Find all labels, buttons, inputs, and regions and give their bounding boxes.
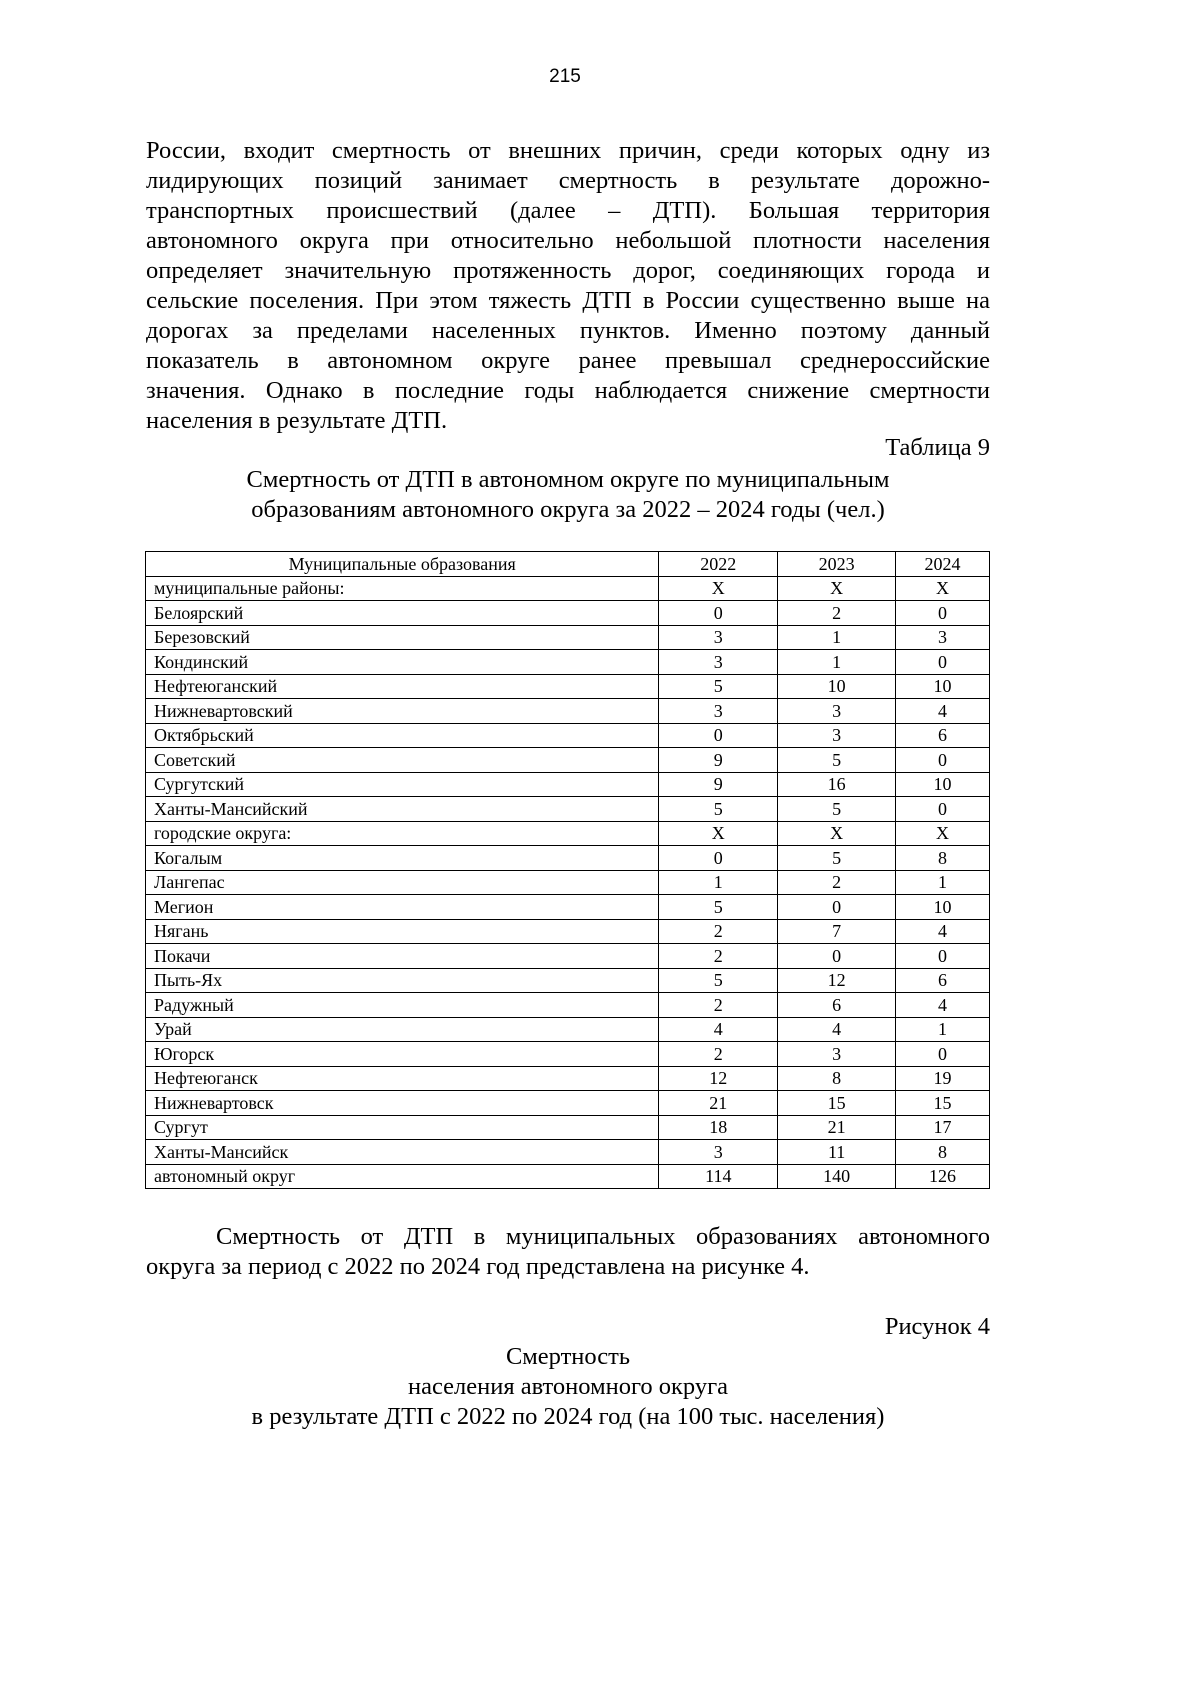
table-row	[146, 674, 990, 699]
value-cell-2022: 1	[659, 870, 778, 895]
text-line: транспортных происшествий (далее – ДТП). Большая территория	[146, 197, 990, 224]
municipality-cell: Сургутский	[146, 772, 659, 797]
municipality-cell: автономный округ	[146, 1164, 659, 1189]
text-line: дорогах за пределами населенных пунктов. Именно поэтому данный	[146, 317, 990, 344]
value-cell-2022: 0	[659, 601, 778, 626]
municipality-cell: Когалым	[146, 846, 659, 871]
municipality-cell: Пыть-Ях	[146, 968, 659, 993]
municipality-cell: Советский	[146, 748, 659, 773]
value-cell-2023: 21	[778, 1115, 896, 1140]
value-cell-2024: Х	[896, 576, 990, 601]
text-line: России, входит смертность от внешних причин, среди которых одну из	[146, 137, 990, 164]
value-cell-2024: 17	[896, 1115, 990, 1140]
municipality-cell: городские округа:	[146, 821, 659, 846]
table-row	[146, 1115, 990, 1140]
value-cell-2022: 0	[659, 846, 778, 871]
municipality-cell: Радужный	[146, 993, 659, 1018]
value-cell-2023: 2	[778, 601, 896, 626]
value-cell-2023: 15	[778, 1091, 896, 1116]
value-cell-2022: 9	[659, 772, 778, 797]
value-cell-2023: 16	[778, 772, 896, 797]
value-cell-2024: 3	[896, 625, 990, 650]
table-row	[146, 1091, 990, 1116]
table-row	[146, 1017, 990, 1042]
page-number: 215	[549, 66, 581, 87]
value-cell-2024: 15	[896, 1091, 990, 1116]
figure-title-line: в результате ДТП с 2022 по 2024 год (на 100 тыс. населения)	[251, 1403, 885, 1430]
value-cell-2023: 1	[778, 625, 896, 650]
value-cell-2024: 0	[896, 944, 990, 969]
value-cell-2024: 6	[896, 968, 990, 993]
table-row	[146, 723, 990, 748]
municipality-cell: Мегион	[146, 895, 659, 920]
table-row	[146, 1042, 990, 1067]
value-cell-2022: 5	[659, 895, 778, 920]
value-cell-2023: 10	[778, 674, 896, 699]
table-row	[146, 870, 990, 895]
value-cell-2024: 4	[896, 993, 990, 1018]
value-cell-2022: 3	[659, 650, 778, 675]
mortality-table	[145, 551, 990, 1189]
text-line: сельские поселения. При этом тяжесть ДТП в России существенно выше на	[146, 287, 990, 314]
value-cell-2022: 0	[659, 723, 778, 748]
value-cell-2023: 3	[778, 699, 896, 724]
text-line: определяет значительную протяженность дорог, соединяющих города и	[146, 257, 990, 284]
table-row	[146, 968, 990, 993]
municipality-cell: Урай	[146, 1017, 659, 1042]
table-title-line: Смертность от ДТП в автономном округе по муниципальным	[246, 466, 890, 493]
value-cell-2024: 4	[896, 919, 990, 944]
text-line: значения. Однако в последние годы наблюдается снижение смертности	[146, 377, 990, 404]
table-header-row	[146, 552, 990, 577]
value-cell-2024: 19	[896, 1066, 990, 1091]
table-row	[146, 772, 990, 797]
municipality-cell: Нягань	[146, 919, 659, 944]
table-row	[146, 576, 990, 601]
municipality-cell: Покачи	[146, 944, 659, 969]
table-row	[146, 944, 990, 969]
table-row	[146, 919, 990, 944]
figure-title-line: населения автономного округа	[407, 1373, 729, 1400]
table-title-line: образованиям автономного округа за 2022 – 2024 годы (чел.)	[251, 496, 885, 523]
text-line: лидирующих позиций занимает смертность в результате дорожно-	[146, 167, 990, 194]
value-cell-2023: 5	[778, 748, 896, 773]
table-row	[146, 650, 990, 675]
municipality-cell: Березовский	[146, 625, 659, 650]
value-cell-2023: 0	[778, 895, 896, 920]
value-cell-2022: Х	[659, 821, 778, 846]
value-cell-2022: 3	[659, 1140, 778, 1165]
table-row	[146, 1164, 990, 1189]
figure-title	[146, 1342, 990, 1432]
value-cell-2023: 3	[778, 723, 896, 748]
value-cell-2024: 6	[896, 723, 990, 748]
value-cell-2022: 2	[659, 944, 778, 969]
value-cell-2024: 0	[896, 650, 990, 675]
value-cell-2024: 10	[896, 895, 990, 920]
value-cell-2024: 0	[896, 748, 990, 773]
value-cell-2023: 7	[778, 919, 896, 944]
text-line: Смертность от ДТП в муниципальных образованиях автономного	[216, 1223, 990, 1250]
value-cell-2023: 5	[778, 846, 896, 871]
value-cell-2022: 5	[659, 797, 778, 822]
value-cell-2023: 4	[778, 1017, 896, 1042]
table-row	[146, 625, 990, 650]
value-cell-2022: 2	[659, 919, 778, 944]
table-row	[146, 895, 990, 920]
value-cell-2022: 5	[659, 968, 778, 993]
value-cell-2022: 21	[659, 1091, 778, 1116]
value-cell-2023: 5	[778, 797, 896, 822]
figure-label: Рисунок 4	[884, 1313, 990, 1340]
figure-reference-paragraph	[146, 1222, 990, 1282]
value-cell-2022: 114	[659, 1164, 778, 1189]
table-title	[146, 465, 990, 525]
value-cell-2022: 3	[659, 699, 778, 724]
value-cell-2024: 8	[896, 846, 990, 871]
value-cell-2023: 6	[778, 993, 896, 1018]
value-cell-2022: 9	[659, 748, 778, 773]
text-line: округа за период с 2022 по 2024 год представлена на рисунке 4.	[146, 1253, 810, 1280]
header-2024: 2024	[896, 552, 990, 577]
value-cell-2022: 4	[659, 1017, 778, 1042]
value-cell-2023: 140	[778, 1164, 896, 1189]
municipality-cell: Югорск	[146, 1042, 659, 1067]
value-cell-2024: 0	[896, 601, 990, 626]
header-2022: 2022	[659, 552, 778, 577]
municipality-cell: Ханты-Мансийск	[146, 1140, 659, 1165]
header-municipality: Муниципальные образования	[146, 552, 659, 577]
value-cell-2024: 1	[896, 1017, 990, 1042]
value-cell-2023: 8	[778, 1066, 896, 1091]
municipality-cell: Октябрьский	[146, 723, 659, 748]
table-row	[146, 1140, 990, 1165]
value-cell-2024: 10	[896, 674, 990, 699]
value-cell-2024: 10	[896, 772, 990, 797]
value-cell-2023: 0	[778, 944, 896, 969]
value-cell-2023: Х	[778, 821, 896, 846]
value-cell-2023: 3	[778, 1042, 896, 1067]
table-row	[146, 993, 990, 1018]
value-cell-2023: 12	[778, 968, 896, 993]
header-2023: 2023	[778, 552, 896, 577]
value-cell-2022: Х	[659, 576, 778, 601]
value-cell-2023: Х	[778, 576, 896, 601]
intro-paragraph	[146, 136, 990, 436]
value-cell-2022: 2	[659, 993, 778, 1018]
value-cell-2024: Х	[896, 821, 990, 846]
value-cell-2024: 4	[896, 699, 990, 724]
value-cell-2022: 18	[659, 1115, 778, 1140]
text-line: населения в результате ДТП.	[146, 407, 448, 434]
municipality-cell: Белоярский	[146, 601, 659, 626]
table-label: Таблица 9	[885, 434, 990, 461]
value-cell-2024: 8	[896, 1140, 990, 1165]
value-cell-2024: 1	[896, 870, 990, 895]
municipality-cell: Нефтеюганск	[146, 1066, 659, 1091]
text-line: автономного округа при относительно небольшой плотности населения	[146, 227, 990, 254]
table-row	[146, 846, 990, 871]
value-cell-2023: 1	[778, 650, 896, 675]
table-row	[146, 699, 990, 724]
value-cell-2023: 2	[778, 870, 896, 895]
text-line: показатель в автономном округе ранее превышал среднероссийские	[146, 347, 990, 374]
value-cell-2023: 11	[778, 1140, 896, 1165]
table-row	[146, 797, 990, 822]
value-cell-2022: 12	[659, 1066, 778, 1091]
figure-title-line: Смертность	[505, 1343, 631, 1370]
municipality-cell: Кондинский	[146, 650, 659, 675]
value-cell-2022: 3	[659, 625, 778, 650]
table-row	[146, 1066, 990, 1091]
value-cell-2024: 126	[896, 1164, 990, 1189]
municipality-cell: Сургут	[146, 1115, 659, 1140]
municipality-cell: Ханты-Мансийский	[146, 797, 659, 822]
municipality-cell: Нижневартовск	[146, 1091, 659, 1116]
municipality-cell: Лангепас	[146, 870, 659, 895]
municipality-cell: Нефтеюганский	[146, 674, 659, 699]
value-cell-2022: 5	[659, 674, 778, 699]
table-row	[146, 821, 990, 846]
municipality-cell: муниципальные районы:	[146, 576, 659, 601]
table-row	[146, 748, 990, 773]
value-cell-2024: 0	[896, 797, 990, 822]
value-cell-2024: 0	[896, 1042, 990, 1067]
table-row	[146, 601, 990, 626]
value-cell-2022: 2	[659, 1042, 778, 1067]
municipality-cell: Нижневартовский	[146, 699, 659, 724]
